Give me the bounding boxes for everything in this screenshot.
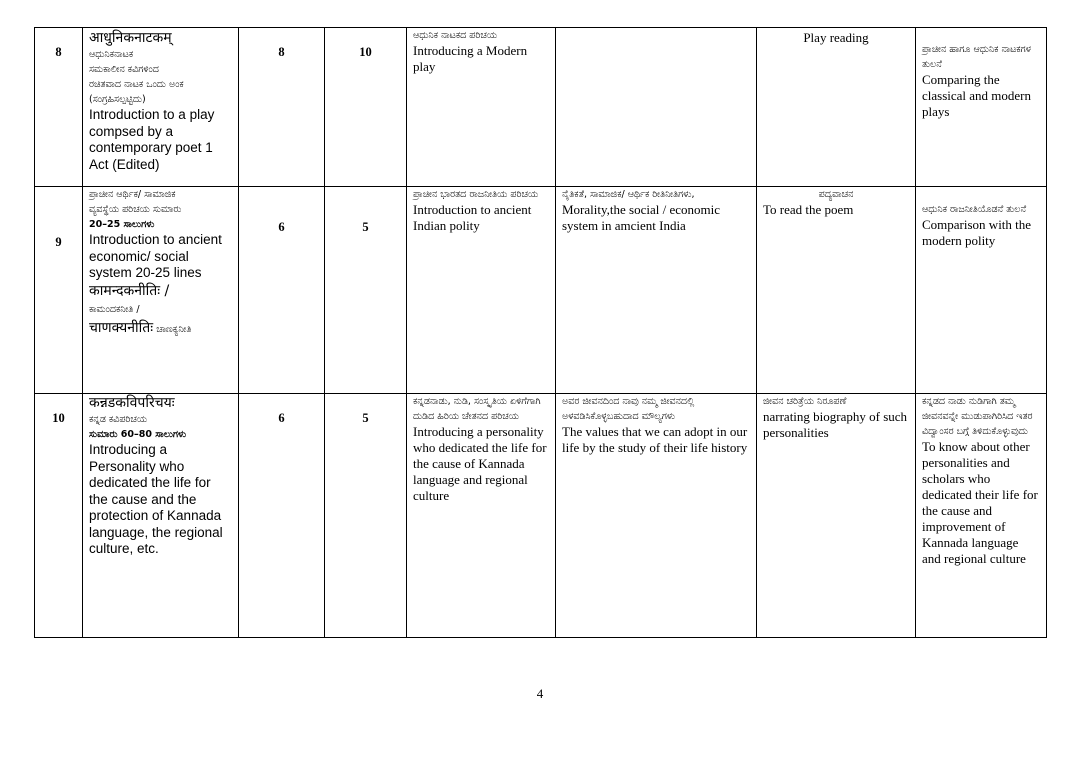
table-row bbox=[35, 187, 1047, 394]
lesson-sanskrit-title: कन्नडकविपरिचयः bbox=[89, 395, 175, 411]
lesson-cell bbox=[83, 187, 239, 394]
outcome-english: To know about other personalities and scholars who dedicated their life for the cause and improvement of Kannada language and regional culture bbox=[922, 439, 1038, 566]
activity-cell bbox=[757, 394, 916, 638]
hours-b: 10 bbox=[359, 45, 372, 59]
sl-no-cell bbox=[35, 28, 83, 187]
lesson-kannada-line: ರಚಿತವಾದ ನಾಟಕ ಒಂದು ಅಂಕ bbox=[89, 79, 184, 90]
page-number: 4 bbox=[536, 686, 544, 701]
values-cell bbox=[556, 394, 757, 638]
hours-a-cell bbox=[239, 187, 325, 394]
lesson-sanskrit-title: आधुनिकनाटकम् bbox=[89, 30, 172, 46]
lesson-kannada-line: (ಸಂಗ್ರಹಿಸಲ್ಪಟ್ಟಿದು) bbox=[89, 94, 146, 105]
activity-cell bbox=[757, 187, 916, 394]
lesson-kannada-line: 20–25 ಸಾಲುಗಳು bbox=[89, 219, 155, 230]
lesson-kannada-line: ಸಮಕಾಲೀನ ಕವಿಗಳಿಂದ bbox=[89, 64, 159, 75]
objective-cell bbox=[407, 187, 556, 394]
lesson-kannada-line: ಕಾಮಂದಕನೀತಿ / bbox=[89, 303, 140, 315]
objective-kannada: ಪ್ರಾಚೀನ ಭಾರತದ ರಾಜನೀತಿಯ ಪರಿಚಯ bbox=[413, 189, 539, 200]
objective-english: Introducing a personality who dedicated the life for the cause of Kannada language and regional culture bbox=[413, 424, 547, 503]
outcome-kannada: ಕನ್ನಡದ ನಾಡು ನುಡಿಗಾಗಿ ತಮ್ಮ ಜೀವನವನ್ನೇ ಮುಡುಪಾಗಿರಿಸಿದ ಇತರ ವಿದ್ವಾಂಸರ ಬಗ್ಗೆ ತಿಳಿದುಕೊಳ್ಳುವುದು bbox=[922, 396, 1033, 437]
lesson-english: Introduction to ancient economic/ social system 20-25 lines bbox=[89, 232, 222, 280]
activity-kannada: ಪದ್ಯವಾಚನ bbox=[818, 189, 854, 200]
sl-no-cell bbox=[35, 394, 83, 638]
outcome-english: Comparison with the modern polity bbox=[922, 217, 1032, 248]
lesson-english: Introducing a Personality who dedicated the life for the cause and the protection of Kannada language, the regional culture, etc. bbox=[89, 442, 223, 556]
objective-english: Introduction to ancient Indian polity bbox=[413, 202, 532, 233]
lesson-kannada-line: ಸುಮಾರು 60–80 ಸಾಲುಗಳು bbox=[89, 429, 187, 440]
lesson-kannada-line: ಕನ್ನಡ ಕವಿಪರಿಚಯ bbox=[89, 414, 148, 425]
objective-cell bbox=[407, 28, 556, 187]
lesson-cell bbox=[83, 28, 239, 187]
lesson-english: Introduction to a play compsed by a contemporary poet 1 Act (Edited) bbox=[89, 107, 215, 172]
hours-a: 8 bbox=[278, 45, 285, 59]
outcome-english: Comparing the classical and modern plays bbox=[922, 72, 1032, 119]
activity-english: narrating biography of such personalities bbox=[763, 409, 908, 440]
lesson-kannada-line: ವ್ಯವಸ್ಥೆಯ ಪರಿಚಯ ಸುಮಾರು bbox=[89, 204, 182, 215]
outcome-kannada: ಪ್ರಾಚೀನ ಹಾಗೂ ಆಧುನಿಕ ನಾಟಕಗಳ ತುಲನೆ bbox=[922, 44, 1031, 70]
sl-no-cell bbox=[35, 187, 83, 394]
values-kannada: ನೈತಿಕತೆ, ಸಾಮಾಜಿಕ/ ಆರ್ಥಿಕ ರೀತಿನೀತಿಗಳು, bbox=[562, 189, 695, 200]
hours-a-cell bbox=[239, 28, 325, 187]
sl-no: 10 bbox=[52, 411, 65, 425]
outcome-cell bbox=[916, 28, 1047, 187]
hours-b-cell bbox=[325, 28, 407, 187]
hours-a-cell bbox=[239, 394, 325, 638]
sl-no: 9 bbox=[55, 235, 62, 249]
objective-cell bbox=[407, 394, 556, 638]
syllabus-table bbox=[34, 27, 1047, 638]
values-english: Morality,the social / economic system in amcient India bbox=[562, 202, 720, 233]
outcome-kannada: ಆಧುನಿಕ ರಾಜನೀತಿಯೊಡನೆ ತುಲನೆ bbox=[922, 204, 1027, 215]
table-row bbox=[35, 28, 1047, 187]
table-row bbox=[35, 394, 1047, 638]
hours-a: 6 bbox=[278, 411, 285, 425]
hours-b-cell bbox=[325, 394, 407, 638]
values-kannada: ಅವರ ಜೀವನದಿಂದ ನಾವು ನಮ್ಮ ಜೀವನದಲ್ಲಿ ಅಳವಡಿಸಿಕೊಳ್ಳಬಹುದಾದ ಮೌಲ್ಯಗಳು bbox=[562, 396, 695, 422]
hours-b: 5 bbox=[362, 220, 369, 234]
sl-no: 8 bbox=[55, 45, 62, 59]
hours-b: 5 bbox=[362, 411, 369, 425]
activity-kannada: ಜೀವನ ಚರಿತ್ರೆಯ ನಿರೂಪಣೆ bbox=[763, 396, 847, 407]
activity-english: To read the poem bbox=[763, 202, 854, 217]
lesson-sanskrit: कामन्दकनीतिः / bbox=[89, 282, 170, 299]
lesson-kannada: ಚಾಣಕ್ಯನೀತಿ bbox=[156, 323, 192, 335]
lesson-kannada-line: ಆಧುನಿಕನಾಟಕ bbox=[89, 49, 134, 60]
hours-a: 6 bbox=[278, 220, 285, 234]
lesson-kannada-line: ಪ್ರಾಚೀನ ಆರ್ಥಿಕ/ ಸಾಮಾಜಿಕ bbox=[89, 189, 176, 200]
activity-english: Play reading bbox=[803, 30, 869, 45]
lesson-sanskrit-line bbox=[89, 319, 232, 337]
objective-kannada: ಆಧುನಿಕ ನಾಟಕದ ಪರಿಚಯ bbox=[413, 30, 498, 41]
lesson-cell bbox=[83, 394, 239, 638]
activity-cell bbox=[757, 28, 916, 187]
outcome-cell bbox=[916, 187, 1047, 394]
outcome-cell bbox=[916, 394, 1047, 638]
objective-english: Introducing a Modern play bbox=[413, 43, 528, 74]
values-english: The values that we can adopt in our life by the study of their life history bbox=[562, 424, 748, 455]
values-cell bbox=[556, 28, 757, 187]
lesson-sanskrit: चाणक्यनीतिः bbox=[89, 319, 154, 336]
objective-kannada: ಕನ್ನಡನಾಡು, ನುಡಿ, ಸಂಸ್ಕೃತಿಯ ಏಳಿಗೆಗಾಗಿ ದುಡಿದ ಹಿರಿಯ ಚೇತನದ ಪರಿಚಯ bbox=[413, 396, 541, 422]
values-cell bbox=[556, 187, 757, 394]
hours-b-cell bbox=[325, 187, 407, 394]
